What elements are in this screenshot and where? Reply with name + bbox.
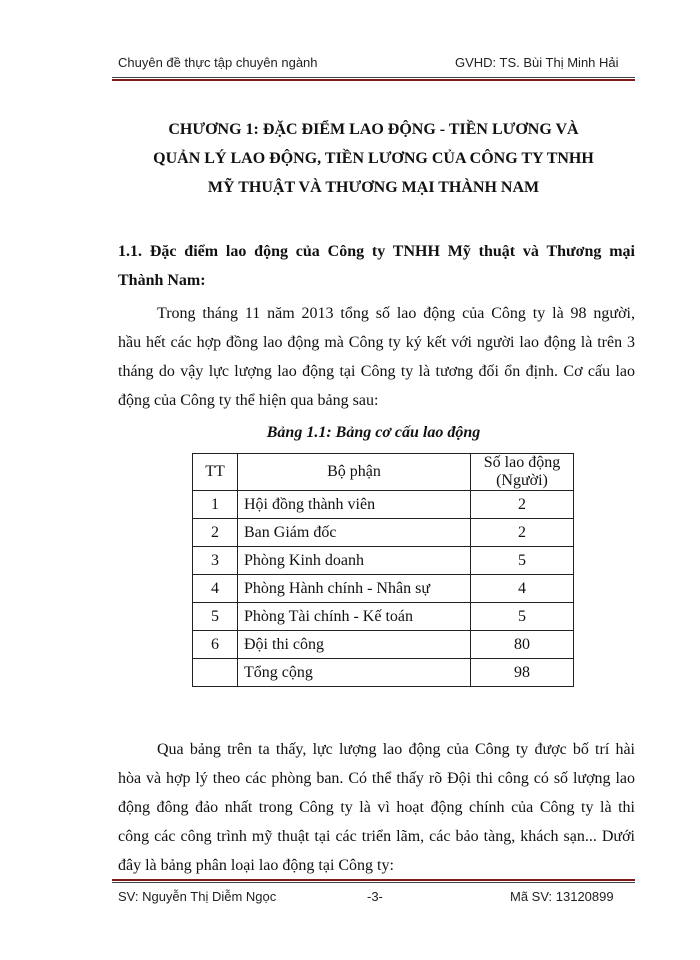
footer-student-id: Mã SV: 13120899 <box>510 889 614 904</box>
cell-department: Hội đồng thành viên <box>238 491 471 519</box>
footer-rule-thick <box>112 879 635 881</box>
cell-count: 5 <box>471 603 574 631</box>
cell-count: 80 <box>471 631 574 659</box>
cell-count: 2 <box>471 519 574 547</box>
footer-page-number: -3- <box>367 889 383 904</box>
footer-student-name: SV: Nguyễn Thị Diễm Ngọc <box>118 889 277 904</box>
cell-count: 4 <box>471 575 574 603</box>
header-cell-count <box>471 454 574 491</box>
cell-count: 2 <box>471 491 574 519</box>
cell-department: Đội thi công <box>238 631 471 659</box>
cell-tt <box>193 659 238 687</box>
cell-department: Phòng Kinh doanh <box>238 547 471 575</box>
cell-tt: 5 <box>193 603 238 631</box>
chapter-title-line-2: QUẢN LÝ LAO ĐỘNG, TIỀN LƯƠNG CỦA CÔNG TY TNHH <box>153 150 594 167</box>
para1-line: tháng do vậy lực lượng lao động tại Công ty là tương đối ổn định. Cơ cấu lao <box>118 363 635 380</box>
header-rule-thick <box>112 79 635 81</box>
section-heading-line-2: Thành Nam: <box>118 272 206 289</box>
chapter-title-line-1: CHƯƠNG 1: ĐẶC ĐIỂM LAO ĐỘNG - TIỀN LƯƠNG VÀ <box>168 121 579 138</box>
labor-structure-table <box>192 453 574 687</box>
cell-count: 5 <box>471 547 574 575</box>
table-row <box>193 631 574 659</box>
header-rule-thin <box>112 77 635 78</box>
cell-department: Phòng Hành chính - Nhân sự <box>238 575 471 603</box>
footer-rule-thin <box>112 882 635 883</box>
header-count-label: Số lao động <box>483 454 561 471</box>
para1-line: động của Công ty thể hiện qua bảng sau: <box>118 392 379 409</box>
cell-department: Phòng Tài chính - Kế toán <box>238 603 471 631</box>
para1-line: Trong tháng 11 năm 2013 tổng số lao động của Công ty là 98 người, <box>157 305 635 322</box>
table-total-row <box>193 659 574 687</box>
header-count-unit: (Người) <box>496 472 548 489</box>
cell-tt: 2 <box>193 519 238 547</box>
cell-department: Ban Giám đốc <box>238 519 471 547</box>
cell-tt: 4 <box>193 575 238 603</box>
para2-line: động đông đảo nhất trong Công ty là vì hoạt động chính của Công ty là thi <box>118 799 635 816</box>
table-row <box>193 575 574 603</box>
para2-line: hòa và hợp lý theo các phòng ban. Có thể thấy rõ Đội thi công có số lượng lao <box>118 770 635 787</box>
section-heading-line-1: 1.1. Đặc điểm lao động của Công ty TNHH Mỹ thuật và Thương mại <box>118 243 635 260</box>
header-course-title: Chuyên đề thực tập chuyên ngành <box>118 55 318 70</box>
cell-tt: 6 <box>193 631 238 659</box>
header-cell-department: Bộ phận <box>238 454 471 491</box>
cell-tt: 1 <box>193 491 238 519</box>
para2-line: công các công trình mỹ thuật tại các triển lãm, các bảo tàng, khách sạn... Dưới <box>118 828 635 845</box>
table-row <box>193 491 574 519</box>
table-row <box>193 519 574 547</box>
table-row <box>193 547 574 575</box>
table-header-row <box>193 454 574 491</box>
cell-total-label: Tổng cộng <box>238 659 471 687</box>
cell-total-count: 98 <box>471 659 574 687</box>
table-caption: Bảng 1.1: Bảng cơ cấu lao động <box>266 424 481 441</box>
para2-line: đây là bảng phân loại lao động tại Công ty: <box>118 857 394 874</box>
chapter-title-line-3: MỸ THUẬT VÀ THƯƠNG MẠI THÀNH NAM <box>207 179 540 196</box>
header-cell-tt: TT <box>193 454 238 491</box>
table-row <box>193 603 574 631</box>
para2-line: Qua bảng trên ta thấy, lực lượng lao động của Công ty được bố trí hài <box>157 741 635 758</box>
cell-tt: 3 <box>193 547 238 575</box>
para1-line: hầu hết các hợp đồng lao động mà Công ty ký kết với người lao động là trên 3 <box>118 334 635 351</box>
header-supervisor: GVHD: TS. Bùi Thị Minh Hải <box>455 55 619 70</box>
